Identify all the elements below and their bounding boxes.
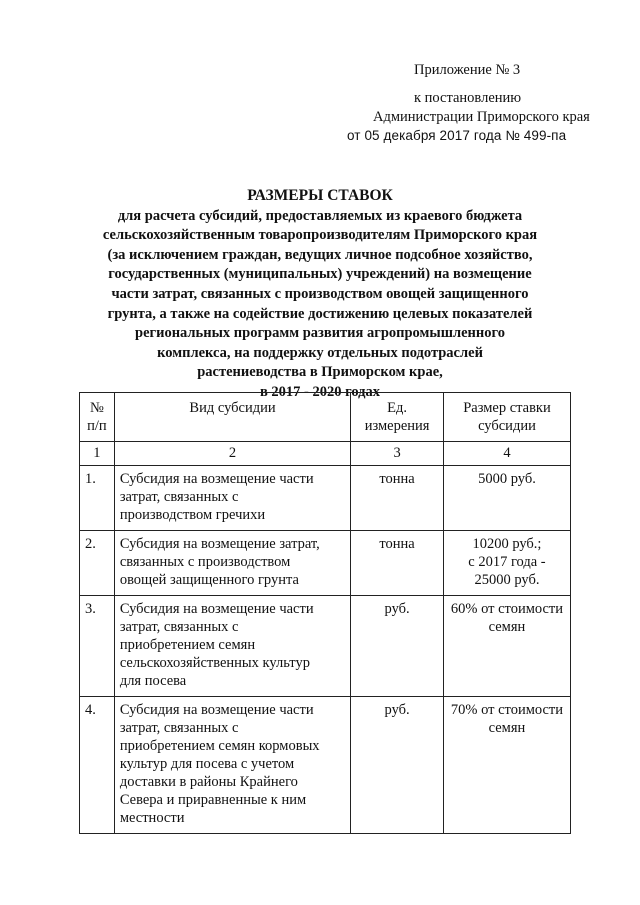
table-header-row (80, 393, 571, 442)
subsidy-rate: 60% от стоимости семян (443, 596, 570, 697)
table-row (80, 531, 571, 596)
title-line: растениеводства в Приморском крае, (197, 364, 443, 381)
row-number: 4. (80, 697, 115, 834)
table-row (80, 466, 571, 531)
administration-name: Администрации Приморского края (373, 109, 590, 125)
title-main: РАЗМЕРЫ СТАВОК (247, 187, 393, 204)
title-line: региональных программ развития агропромышленного (135, 325, 505, 342)
subsidy-rates-table (79, 392, 571, 834)
subsidy-name: Субсидия на возмещение части затрат, связанных с приобретением семян кормовых культур для посева с учетом доставки в районы Крайнего Севера и приравненные к ним местности (114, 697, 350, 834)
title-line: (за исключением граждан, ведущих личное подсобное хозяйство, (107, 246, 533, 263)
subsidy-rate: 10200 руб.; с 2017 года - 25000 руб. (443, 531, 570, 596)
resolution-reference: к постановлению (414, 90, 522, 106)
title-line: грунта, а также на содействие достижению целевых показателей (107, 305, 533, 322)
row-number: 1. (80, 466, 115, 531)
header-name: Вид субсидии (114, 393, 350, 442)
header-no: № п/п (80, 393, 115, 442)
title-line: в 2017 - 2020 годах (259, 383, 381, 400)
subsidy-rate: 5000 руб. (443, 466, 570, 531)
subsidy-name: Субсидия на возмещение части затрат, связанных с производством гречихи (114, 466, 350, 531)
title-line: для расчета субсидий, предоставляемых из краевого бюджета (117, 207, 523, 224)
title-line: комплекса, на поддержку отдельных подотраслей (157, 344, 483, 361)
column-number: 2 (114, 442, 350, 466)
resolution-date-number: от 05 декабря 2017 года № 499-па (347, 128, 567, 143)
document-title (0, 186, 640, 403)
column-number: 3 (351, 442, 444, 466)
title-line: государственных (муниципальных) учреждений) на возмещение (108, 266, 532, 283)
row-number: 3. (80, 596, 115, 697)
subsidy-name: Субсидия на возмещение части затрат, связанных с приобретением семян сельскохозяйственных культур для посева (114, 596, 350, 697)
column-number: 4 (443, 442, 570, 466)
subsidy-rate: 70% от стоимости семян (443, 697, 570, 834)
table-row (80, 697, 571, 834)
unit-of-measure: руб. (351, 596, 444, 697)
column-number: 1 (80, 442, 115, 466)
appendix-label: Приложение № 3 (414, 62, 521, 78)
unit-of-measure: руб. (351, 697, 444, 834)
unit-of-measure: тонна (351, 466, 444, 531)
column-number-row (80, 442, 571, 466)
row-number: 2. (80, 531, 115, 596)
title-line: части затрат, связанных с производством овощей защищенного (111, 285, 529, 302)
subsidy-name: Субсидия на возмещение затрат, связанных с производством овощей защищенного грунта (114, 531, 350, 596)
title-line: сельскохозяйственным товаропроизводителям Приморского края (102, 227, 538, 244)
header-unit: Ед. измерения (351, 393, 444, 442)
unit-of-measure: тонна (351, 531, 444, 596)
header-rate: Размер ставки субсидии (443, 393, 570, 442)
table-row (80, 596, 571, 697)
